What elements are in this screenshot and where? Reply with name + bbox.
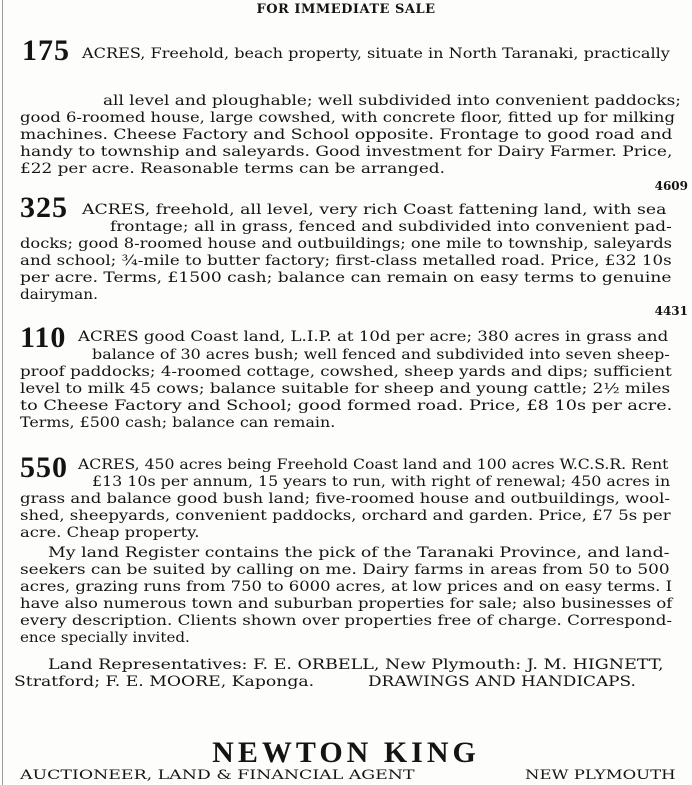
drawings-heading: DRAWINGS AND HANDICAPS. <box>368 674 636 690</box>
representatives-line: Stratford; F. E. MOORE, Kaponga. <box>14 674 315 690</box>
listing-line: docks; good 8-roomed house and outbuildings; one mile to township, saleyards <box>20 236 672 252</box>
listing-line: to Cheese Factory and School; good formed road. Price, £8 10s per acre. <box>20 398 673 414</box>
reference-number: 4609 <box>654 179 688 193</box>
representatives-line: Land Representatives: F. E. ORBELL, New Plymouth: J. M. HIGNETT, <box>48 657 664 673</box>
listing-line: frontage; all in grass, fenced and subdivided into convenient pad- <box>110 219 672 235</box>
acreage-number: 325 <box>20 191 68 224</box>
listing-line: dairyman. <box>20 287 98 303</box>
listing-first-line: ACRES, Freehold, beach property, situate in North Taranaki, practically <box>82 46 670 62</box>
listing-line: grass and balance good bush land; five-roomed house and outbuildings, wool- <box>20 491 670 507</box>
listing-line: £13 10s per annum, 15 years to run, with right of renewal; 450 acres in <box>92 474 671 490</box>
listing-first-line: ACRES, 450 acres being Freehold Coast land and 100 acres W.C.S.R. Rent <box>78 457 669 473</box>
listing-line: per acre. Terms, £1500 cash; balance can remain on easy terms to genuine <box>20 270 672 286</box>
auctioneer-title: AUCTIONEER, LAND & FINANCIAL AGENT <box>20 768 415 783</box>
register-line: every description. Clients shown over properties free of charge. Correspond- <box>20 613 673 629</box>
listing-first-line: ACRES good Coast land, L.I.P. at 10d per acre; 380 acres in grass and <box>78 329 669 345</box>
register-line: have also numerous town and suburban properties for sale; also businesses of <box>20 596 673 612</box>
listing-line: proof paddocks; 4-roomed cottage, cowshed, sheep yards and dips; sufficient <box>20 364 672 380</box>
listing-line: balance of 30 acres bush; well fenced and subdivided into seven sheep- <box>92 347 670 363</box>
listing-line: level to milk 45 cows; balance suitable for sheep and young cattle; 2½ miles <box>20 381 671 397</box>
listing-line: handy to township and saleyards. Good investment for Dairy Farmer. Price, <box>20 144 673 160</box>
reference-number: 4431 <box>654 304 688 318</box>
register-line: My land Register contains the pick of the Taranaki Province, and land- <box>48 545 670 561</box>
auctioneer-name: NEWTON KING <box>212 736 480 769</box>
register-line: acres, grazing runs from 750 to 6000 acres, at low prices and on easy terms. I <box>20 579 673 595</box>
page-title: FOR IMMEDIATE SALE <box>256 2 436 17</box>
left-border <box>2 0 3 785</box>
acreage-number: 110 <box>20 321 67 354</box>
listing-line: £22 per acre. Reasonable terms can be arranged. <box>20 161 445 177</box>
listing-line: acre. Cheap property. <box>20 525 200 541</box>
listing-line: all level and ploughable; well subdivided into convenient paddocks; <box>103 93 681 109</box>
register-line: seekers can be suited by calling on me. Dairy farms in areas from 50 to 500 <box>20 562 670 578</box>
listing-line: and school; ¾-mile to butter factory; first-class metalled road. Price, £32 10s <box>20 253 672 269</box>
listing-line: Terms, £500 cash; balance can remain. <box>20 415 336 431</box>
acreage-number: 550 <box>20 451 68 484</box>
listing-line: good 6-roomed house, large cowshed, with concrete floor, fitted up for milking <box>20 110 675 126</box>
listing-line: machines. Cheese Factory and School opposite. Frontage to good road and <box>20 127 673 143</box>
listing-first-line: ACRES, freehold, all level, very rich Coast fattening land, with sea <box>82 202 667 218</box>
register-line: ence specially invited. <box>20 630 190 646</box>
auctioneer-location: NEW PLYMOUTH <box>525 768 676 783</box>
acreage-number: 175 <box>22 34 70 67</box>
listing-line: shed, sheepyards, convenient paddocks, orchard and garden. Price, £7 5s per <box>20 508 671 524</box>
